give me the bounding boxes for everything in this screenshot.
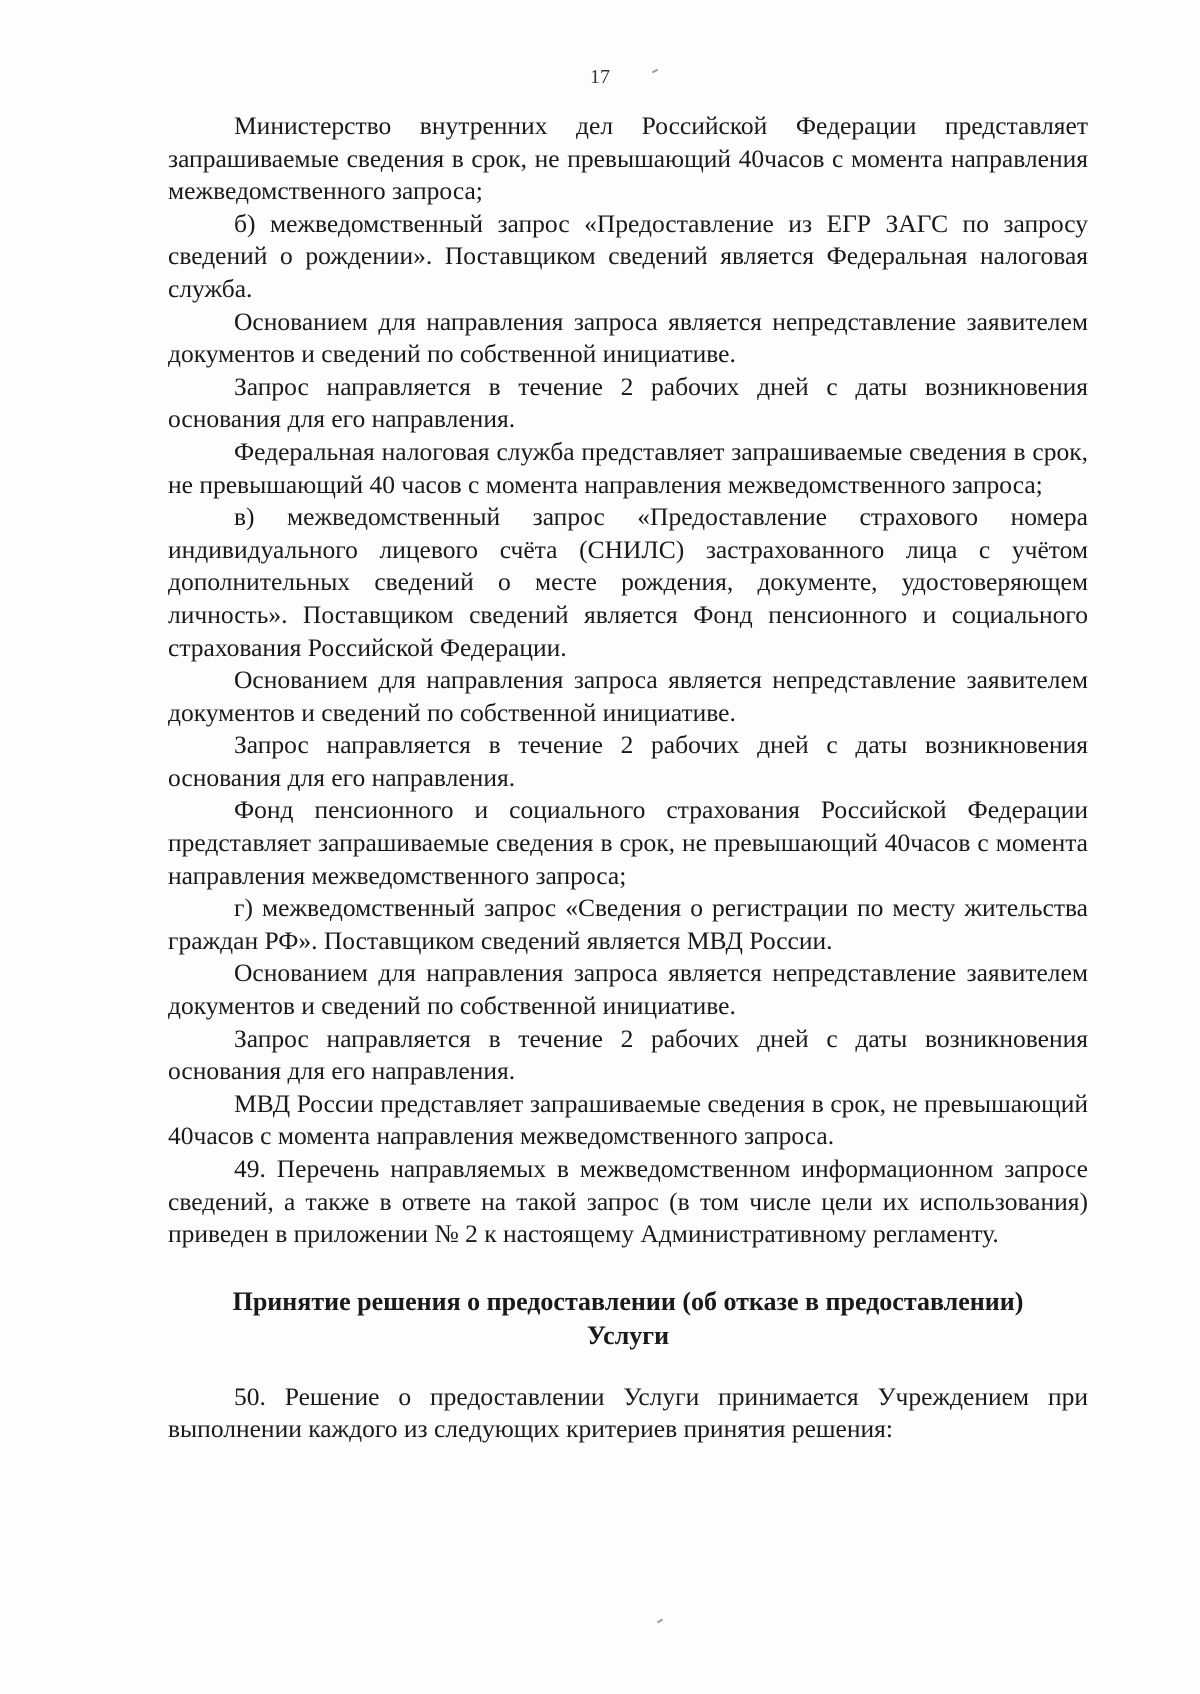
paragraph: 50. Решение о предоставлении Услуги принимается Учреждением при выполнении каждого из следующих критериев принятия решения: <box>168 1381 1088 1444</box>
paragraph: Запрос направляется в течение 2 рабочих дней с даты возникновения основания для его направления. <box>168 730 1088 792</box>
paragraph: Основанием для направления запроса является непредставление заявителем документов и сведений по собственной инициативе. <box>168 958 1088 1021</box>
section-heading <box>168 1285 1088 1353</box>
scan-speck <box>657 1619 663 1624</box>
paragraph: Фонд пенсионного и социального страхования Российской Федерации представляет запрашиваемые сведения в срок, не превышающий 40часов с момента направления межведомственного запроса; <box>168 795 1088 890</box>
paragraph: Федеральная налоговая служба представляет запрашиваемые сведения в срок, не превышающий 40 часов с момента направления межведомственного запроса; <box>168 436 1088 499</box>
document-body <box>168 110 1088 1446</box>
paragraph: г) межведомственный запрос «Сведения о регистрации по месту жительства граждан РФ». Поставщиком сведений является МВД России. <box>168 893 1088 955</box>
section-heading-line: Услуги <box>586 1320 670 1350</box>
paragraph: МВД России представляет запрашиваемые сведения в срок, не превышающий 40часов с момента направления межведомственного запроса. <box>168 1088 1088 1151</box>
paragraph: б) межведомственный запрос «Предоставление из ЕГР ЗАГС по запросу сведений о рождении». Поставщиком сведений является Федеральная налоговая служба. <box>168 208 1088 303</box>
paragraph: Основанием для направления запроса является непредставление заявителем документов и сведений по собственной инициативе. <box>168 306 1088 369</box>
paragraph: Запрос направляется в течение 2 рабочих дней с даты возникновения основания для его направления. <box>168 1023 1088 1086</box>
section-heading-line: Принятие решения о предоставлении (об отказе в предоставлении) <box>232 1286 1024 1316</box>
paragraph: Министерство внутренних дел Российской Федерации представляет запрашиваемые сведения в срок, не превышающий 40часов с момента направления межведомственного запроса; <box>168 111 1088 206</box>
page-number: 17 <box>590 66 610 88</box>
paragraph: Запрос направляется в течение 2 рабочих дней с даты возникновения основания для его направления. <box>168 371 1088 434</box>
paragraph: 49. Перечень направляемых в межведомственном информационном запросе сведений, а также в ответе на такой запрос (в том числе цели их использования) приведен в приложении № 2 к настоящему Административному регламенту. <box>168 1154 1088 1249</box>
paragraph: в) межведомственный запрос «Предоставление страхового номера индивидуального лицевого счёта (СНИЛС) застрахованного лица с учётом дополнительных сведений о месте рождения, документе, удостоверяющем личность». Поставщиком сведений является Фонд пенсионного и социального страхования Российской Федерации. <box>168 502 1088 662</box>
paragraph: Основанием для направления запроса является непредставление заявителем документов и сведений по собственной инициативе. <box>168 665 1088 727</box>
